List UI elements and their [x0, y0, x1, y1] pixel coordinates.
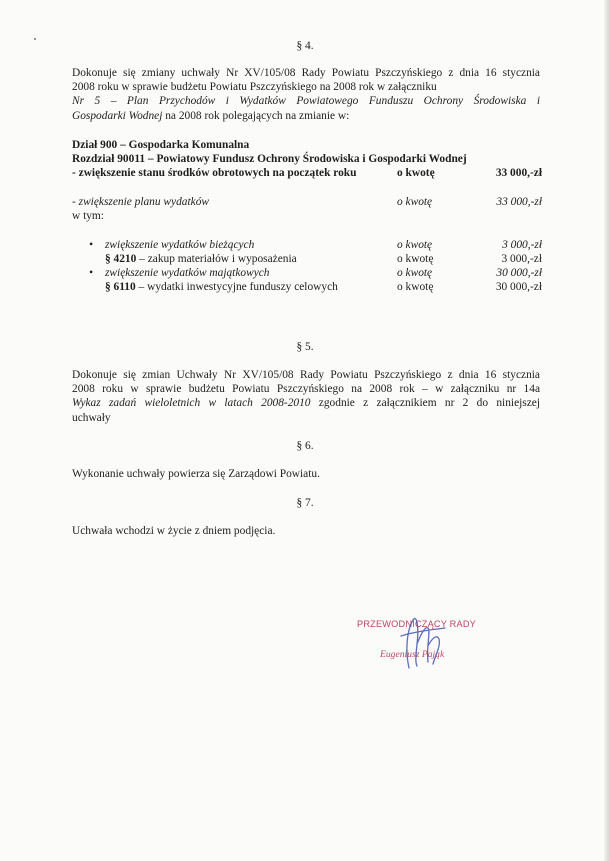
w-tym-label: w tym: — [72, 210, 104, 222]
section-4-line-3: Nr 5 – Plan Przychodów i Wydatków Powiatowego Funduszu Ochrony Środowiska i — [72, 95, 540, 108]
section-5-line-4: uchwały — [72, 411, 111, 424]
section-4-line-2: 2008 roku w sprawie budżetu Powiatu Pszczyńskiego na 2008 rok w załączniku — [72, 81, 437, 94]
section-5-line-3-rest: zgodnie z załącznikiem nr 2 do niniejszej — [310, 397, 541, 410]
dzial-line: Dział 900 – Gospodarka Komunalna — [72, 139, 250, 151]
section-5-line-1: Dokonuje się zmian Uchwały Nr XV/105/08 Rady Powiatu Pszczyńskiego z dnia 16 stycznia — [72, 369, 540, 381]
section-5-line-3 — [72, 396, 540, 410]
srodki-obrotowe-kwota: o kwotę — [397, 167, 435, 179]
bullet-icon: • — [89, 239, 93, 251]
plan-wydatkow-amount: 33 000,-zł — [496, 196, 542, 208]
rozdzial-line: Rozdział 90011 – Powiatowy Fundusz Ochrony Środowiska i Gospodarki Wodnej — [72, 153, 467, 165]
item-row — [72, 266, 542, 280]
item-label: – wydatki inwestycyjne funduszy celowych — [135, 281, 338, 293]
signature-icon — [395, 606, 455, 676]
item-amount: 30 000,-zł — [496, 267, 542, 279]
item-kwota: o kwotę — [397, 239, 433, 251]
item-kwota: o kwotę — [397, 253, 434, 265]
section-5-line-3-italic: Wykaz zadań wieloletnich w latach 2008-2010 — [72, 397, 311, 410]
srodki-obrotowe-label: - zwiększenie stanu środków obrotowych na początek roku — [72, 167, 357, 179]
section-4-heading: § 4. — [296, 40, 314, 52]
section-4-line-4-rest: na 2008 rok polegających na zmianie w: — [162, 109, 350, 122]
section-6-heading: § 6. — [296, 440, 314, 452]
plan-wydatkow-row — [72, 195, 542, 209]
item-row — [72, 252, 542, 266]
section-6-text: Wykonanie uchwały powierza się Zarządowi Powiatu. — [72, 468, 320, 480]
section-5-line-2: 2008 roku w sprawie budżetu Powiatu Pszczyńskiego na 2008 rok – w załączniku nr 14a — [72, 383, 540, 396]
item-row — [72, 280, 542, 294]
item-row — [72, 238, 542, 252]
item-label: zwiększenie wydatków bieżących — [105, 239, 255, 251]
section-4-paragraph — [72, 66, 540, 123]
section-7-heading: § 7. — [296, 497, 314, 509]
item-amount: 3 000,-zł — [501, 253, 542, 265]
plan-wydatkow-label: - zwiększenie planu wydatków — [72, 196, 209, 208]
srodki-obrotowe-row — [72, 166, 542, 180]
item-label: zwiększenie wydatków majątkowych — [105, 267, 270, 279]
section-5-heading: § 5. — [296, 341, 314, 353]
stamp-name: Eugeniusz Pająk — [380, 649, 445, 660]
section-4-line-4 — [72, 109, 540, 123]
page-edge-shadow — [604, 0, 610, 861]
srodki-obrotowe-amount: 33 000,-zł — [495, 167, 542, 179]
bullet-icon: • — [89, 267, 93, 279]
item-paragraph-number: § 6110 — [105, 281, 136, 293]
item-amount: 30 000,-zł — [495, 281, 542, 293]
stamp-title: PRZEWODNICZĄCY RADY — [357, 619, 476, 629]
item-amount: 3 000,-zł — [502, 239, 542, 251]
plan-wydatkow-kwota: o kwotę — [397, 196, 433, 208]
item-kwota: o kwotę — [397, 267, 433, 279]
item-paragraph-number: § 4210 — [105, 253, 137, 265]
item-kwota: o kwotę — [397, 281, 434, 293]
section-4-line-4-italic: Gospodarki Wodnej — [72, 109, 163, 122]
section-7-text: Uchwała wchodzi w życie z dniem podjęcia. — [72, 525, 276, 537]
item-label: – zakup materiałów i wyposażenia — [136, 253, 297, 265]
section-4-line-1: Dokonuje się zmiany uchwały Nr XV/105/08 Rady Powiatu Pszczyńskiego z dnia 16 stycznia — [72, 67, 540, 79]
section-5-paragraph — [72, 368, 540, 425]
